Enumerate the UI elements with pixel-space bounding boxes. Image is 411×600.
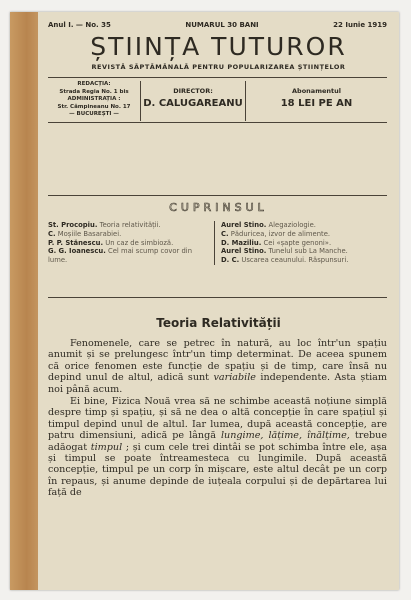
director-label: DIRECTOR: [173, 87, 213, 95]
header-rule [48, 77, 387, 78]
toc-right-column [214, 221, 387, 265]
abonament-value: 18 LEI PE AN [280, 98, 353, 109]
toc-title: Cei «șapte genoni». [263, 238, 332, 247]
article-paragraph [48, 338, 387, 395]
toc-author: St. Procopiu. [48, 221, 98, 229]
toc-entry [48, 247, 208, 264]
italic-run: variabile [213, 372, 256, 384]
toc-author: C. [48, 229, 56, 238]
issue-date: 22 Iunie 1919 [333, 21, 387, 29]
toc-entry [221, 221, 381, 229]
text-run: ; și cum cele trei dintâi se pot schimba între ele, așa și timpul se poate întreamestecа cu lungimile. După această concepție, timpul pe un corp în mișcare, este altul decât pe un corp în repaus, și anume depinde de iuțeala corpului și de depărtarea lui față de [48, 441, 388, 499]
toc-entry [48, 221, 208, 229]
toc-author: Aurel Stino. [221, 221, 267, 229]
text-run: Ei bine, Fizica Nouă vrea să ne schimbe această noțiune simplă despre timp și spațiu, și să ne dea o altă concepție în care spațiul și timpul depind unul de altul. Iar lumea, după această concepție, are patru dimensiuni, adică pe lângă [48, 396, 387, 442]
issue-price: NUMARUL 30 BANI [185, 21, 259, 29]
toc-author: P. P. Stănescu. [48, 238, 104, 247]
toc-title: Teoria relativității. [99, 221, 161, 229]
abonament-label: Abonamentul [292, 87, 341, 95]
toc-title: Uscarea ceaunului. Răspunsuri. [241, 256, 349, 265]
abonament-block [246, 81, 387, 121]
director-block [140, 81, 246, 121]
magazine-title: ȘTIINȚA TUTUROR [90, 32, 347, 61]
info-bar [48, 81, 387, 121]
issue-number: Anul I. — No. 35 [48, 21, 111, 29]
italic-run: timpul [90, 441, 123, 453]
redactia-line: — BUCUREȘTI — [69, 111, 119, 118]
toc-entry [221, 256, 381, 264]
toc-entry [48, 230, 208, 238]
magazine-subtitle: REVISTĂ SĂPTĂMÂNALĂ PENTRU POPULARIZAREA ȘTIINȚELOR [91, 63, 346, 71]
italic-run: lungime, lățime, înălțime, [220, 430, 350, 442]
redactia-line: Str. Câmpineanu No. 17 [57, 103, 131, 110]
toc-entry [221, 230, 381, 238]
article-paragraph [48, 396, 387, 499]
toc-entry [48, 239, 208, 247]
toc-title: Tunelul sub La Manche. [268, 247, 348, 256]
toc-author: D. Maziliu. [221, 238, 262, 247]
redactia-line: ADMINISTRAȚIA : [67, 96, 121, 103]
toc-title: Alegaziologie. [268, 221, 316, 229]
redactia-line: Strada Regia No. 1 bis [59, 88, 129, 95]
redactia-line: REDACȚIA: [77, 81, 111, 87]
page-content [42, 12, 395, 590]
cuprins-rule-top [48, 195, 387, 196]
toc-author: C. [221, 229, 229, 238]
toc-title: Moșiile Basarabiei. [57, 229, 122, 238]
text-run: independente. Asta știam noi până acum. [48, 372, 388, 395]
table-of-contents [48, 221, 387, 265]
toc-title: Cel mai scump covor din lume. [48, 247, 193, 264]
article-title: Teoria Relativității [156, 316, 281, 330]
redactia-block [48, 81, 140, 121]
toc-title: Un caz de simbioză. [105, 238, 174, 247]
top-line [48, 21, 387, 29]
toc-rule-bottom [48, 297, 387, 298]
text-run: Fenomenele, care se petrec în natură, au loc într'un spațiu anumit și se prelungesc într'un timp determinat. De aceea spunem că orice fenomen este funcție de spațiu și de timp, care însă nu depind unul de altul, adică sunt [48, 338, 387, 384]
page-spine [10, 12, 38, 590]
article-body [48, 338, 387, 500]
toc-author: G. G. Ioanescu. [48, 247, 106, 256]
director-name: D. CALUGAREANU [143, 98, 243, 109]
text-run: trebue adăogat [48, 430, 387, 453]
toc-left-column [48, 221, 214, 265]
magazine-page [10, 12, 399, 590]
toc-author: D. C. [221, 256, 240, 265]
toc-entry [221, 239, 381, 247]
toc-author: Aurel Stino. [221, 247, 267, 256]
toc-title: Păduricea, izvor de alimente. [230, 229, 331, 238]
toc-entry [221, 247, 381, 255]
cuprins-heading: CUPRINSUL [169, 201, 268, 214]
info-rule [48, 122, 387, 123]
